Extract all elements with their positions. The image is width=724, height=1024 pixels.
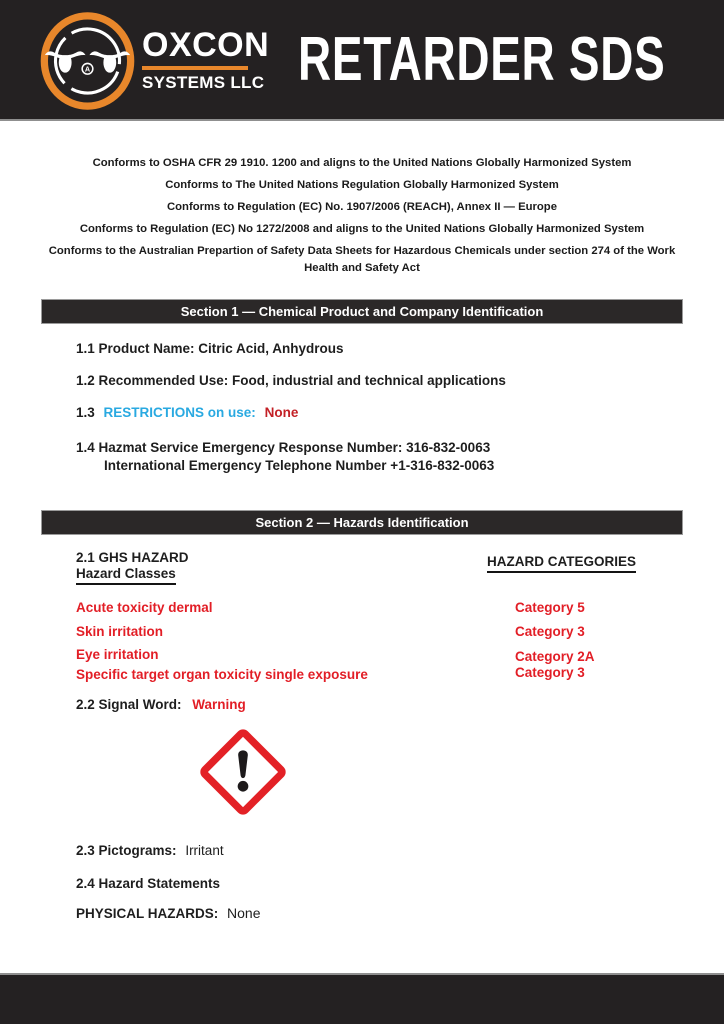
signal-word-line (76, 697, 246, 712)
hazard-class-name: Eye irritation (76, 647, 159, 662)
hazard-category-value: Category 3 (515, 624, 585, 639)
pictograms-value: Irritant (185, 843, 224, 858)
document-title: RETARDER SDS (298, 25, 666, 94)
hazard-category-value: Category 3 (515, 665, 585, 680)
document-footer-bar (0, 973, 724, 1024)
emergency-response-line: 1.4 Hazmat Service Emergency Response Number: 316-832-0063 (76, 440, 491, 455)
restrictions-number: 1.3 (76, 405, 95, 420)
logo-company-name: OXCON (142, 26, 270, 64)
recommended-use-line: 1.2 Recommended Use: Food, industrial and technical applications (76, 373, 506, 388)
hazard-class-name: Specific target organ toxicity single exposure (76, 667, 368, 682)
emergency-numbers-block (76, 439, 494, 474)
pictograms-label: 2.3 Pictograms: (76, 843, 177, 858)
logo-text-block (142, 28, 272, 92)
restrictions-line (76, 405, 298, 420)
conformance-line: Conforms to The United Nations Regulation Globally Harmonized System (165, 179, 559, 191)
longhorn-logo-icon (39, 12, 136, 110)
svg-text:A: A (84, 64, 91, 74)
hazard-categories-heading: HAZARD CATEGORIES (487, 554, 636, 573)
signal-word-value: Warning (192, 697, 246, 712)
hazard-statements-heading: 2.4 Hazard Statements (76, 876, 221, 891)
conformance-line: Conforms to OSHA CFR 29 1910. 1200 and aligns to the United Nations Globally Harmonized System (92, 157, 632, 169)
signal-word-label: 2.2 Signal Word: (76, 697, 182, 712)
hazard-category-value: Category 2A (515, 649, 595, 664)
section-2-header-bar: Section 2 — Hazards Identification (41, 510, 683, 535)
document-header (0, 0, 724, 121)
hazard-class-name: Acute toxicity dermal (76, 600, 213, 615)
hazard-classes-heading: Hazard Classes (76, 566, 176, 585)
restrictions-value: None (264, 405, 299, 420)
conformance-line: Conforms to Regulation (EC) No 1272/2008 and aligns to the United Nations Globally Harmonized System (79, 223, 645, 235)
product-name-line: 1.1 Product Name: Citric Acid, Anhydrous (76, 341, 344, 356)
international-emergency-line: International Emergency Telephone Number +1-316-832-0063 (104, 457, 495, 473)
conformance-line: Conforms to the Australian Prepartion of Safety Data Sheets for Hazardous Chemicals under section 274 of the Work Health and Safety Act (48, 245, 676, 274)
section-1-header-bar: Section 1 — Chemical Product and Company Identification (41, 299, 683, 324)
pictograms-line (76, 843, 224, 858)
logo-company-subtitle: SYSTEMS LLC (142, 73, 265, 92)
ghs-exclamation-pictogram-icon (197, 726, 289, 818)
physical-hazards-label: PHYSICAL HAZARDS: (76, 906, 219, 921)
physical-hazards-line (76, 905, 261, 921)
ghs-hazard-heading: 2.1 GHS HAZARD (76, 550, 189, 565)
logo-underline-divider (142, 66, 248, 70)
conformance-line: Conforms to Regulation (EC) No. 1907/2006 (REACH), Annex II — Europe (166, 201, 557, 213)
hazard-category-value: Category 5 (515, 600, 585, 615)
conformance-statements (40, 155, 684, 282)
restrictions-label: RESTRICTIONS on use: (103, 405, 256, 420)
physical-hazards-value: None (227, 905, 261, 921)
hazard-class-name: Skin irritation (76, 624, 164, 639)
